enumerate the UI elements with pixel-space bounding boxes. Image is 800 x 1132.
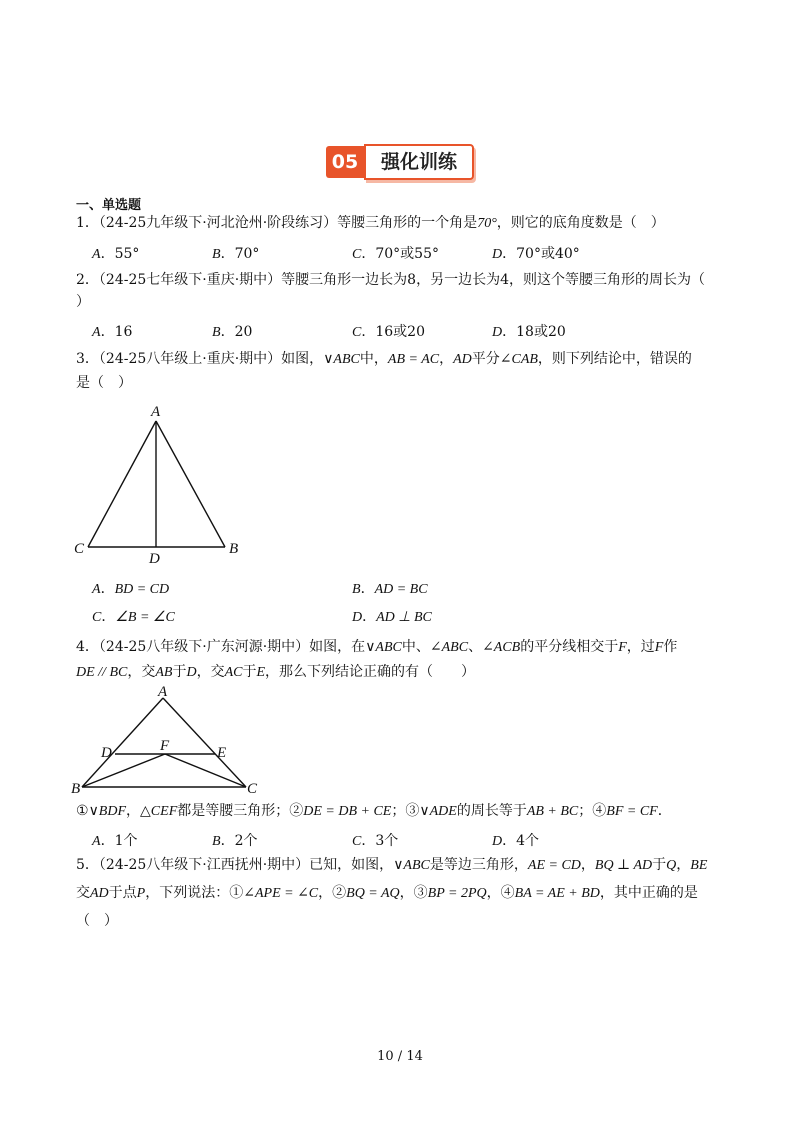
q1-option-a[interactable]: A．55° <box>92 246 140 262</box>
page-number: 10 <box>377 1049 394 1064</box>
question-3: 3．（24-25八年级上·重庆·期中）如图，∨ABC中，AB = AC，AD平分∠CAB，则下列结论中，错误的 <box>76 351 692 367</box>
q3-option-b[interactable]: B．AD = BC <box>352 581 428 597</box>
q3-label-d: D <box>149 551 160 567</box>
q4-label-d: D <box>101 745 112 761</box>
q4-label-a: A <box>158 684 168 700</box>
q3-side-ac <box>88 421 156 547</box>
page-total: 14 <box>406 1049 423 1064</box>
q1-option-d[interactable]: D．70°或40° <box>492 246 580 262</box>
q1-option-c[interactable]: C．70°或55° <box>352 246 439 262</box>
banner-title: 强化训练 <box>364 144 474 180</box>
q3-label-a: A <box>151 404 161 420</box>
q3-triangle: ∨ABC <box>323 352 360 367</box>
banner-number: 05 <box>326 146 364 178</box>
q4-segment-cf <box>165 754 246 787</box>
q1-angle: 70° <box>477 216 497 231</box>
q1-text-b: ，则它的底角度数是（ ） <box>496 215 665 231</box>
q4-segment-bf <box>82 754 165 787</box>
q3-label-c: C <box>74 541 85 557</box>
q4-side-ac <box>163 698 246 787</box>
q4-label-c: C <box>247 781 258 797</box>
q4-statements: ①∨BDF，△CEF都是等腰三角形；②DE = DB + CE；③∨ADE的周长等于AB + BC；④BF = CF． <box>76 803 672 819</box>
section-banner <box>322 140 478 182</box>
q2-number: 2． <box>76 272 99 288</box>
q1-option-b[interactable]: B．70° <box>212 246 260 262</box>
q4-line2: DE // BC，交AB于D，交AC于E，那么下列结论正确的有（ ） <box>76 664 476 680</box>
q5-line3: （ ） <box>76 913 118 929</box>
q3-line2: 是（ ） <box>76 375 132 391</box>
q3-label-b: B <box>229 541 239 557</box>
q2-option-c[interactable]: C．16或20 <box>352 324 425 340</box>
q1-text-a: （24-25九年级下·河北沧州·阶段练习）等腰三角形的一个角是 <box>98 215 478 231</box>
q4-option-a[interactable]: A．1个 <box>92 833 138 849</box>
q4-side-ab <box>82 698 163 787</box>
q5-line2: 交AD于点P，下列说法：①∠APE = ∠C，②BQ = AQ，③BP = 2PQ，④BA = AE + BD，其中正确的是 <box>76 885 698 901</box>
q1-number: 1． <box>76 215 99 231</box>
question-5: 5．（24-25八年级下·江西抚州·期中）已知，如图，∨ABC是等边三角形，AE = CD，BQ ⊥ AD于Q，BE <box>76 857 708 873</box>
page-footer: 10 / 14 <box>377 1049 423 1064</box>
q4-option-c[interactable]: C．3个 <box>352 833 399 849</box>
q4-triangle-figure <box>70 684 270 800</box>
q4-label-b: B <box>71 781 81 797</box>
question-1 <box>76 213 665 234</box>
q3-option-c[interactable]: C．∠B = ∠C <box>92 609 175 625</box>
q3-option-d[interactable]: D．AD ⊥ BC <box>352 609 432 625</box>
q3-side-ab <box>156 421 225 547</box>
q4-option-b[interactable]: B．2个 <box>212 833 258 849</box>
q2-option-b[interactable]: B．20 <box>212 324 253 340</box>
q2-option-d[interactable]: D．18或20 <box>492 324 566 340</box>
section-title: 一、单选题 <box>76 198 142 213</box>
q4-label-e: E <box>217 745 227 761</box>
question-4: 4．（24-25八年级下·广东河源·期中）如图，在∨ABC中、∠ABC、∠ACB的平分线相交于F，过F作 <box>76 639 678 655</box>
q3-option-a[interactable]: A．BD = CD <box>92 581 170 597</box>
q2-line1: （24-25七年级下·重庆·期中）等腰三角形一边长为8，另一边长为4，则这个等腰三角形的周长为（ <box>98 272 705 288</box>
q2-option-a[interactable]: A．16 <box>92 324 133 340</box>
q4-label-f: F <box>160 738 170 754</box>
q3-triangle-figure <box>70 400 250 570</box>
q4-option-d[interactable]: D．4个 <box>492 833 540 849</box>
question-2 <box>76 270 705 290</box>
q2-line2: ） <box>76 294 90 310</box>
